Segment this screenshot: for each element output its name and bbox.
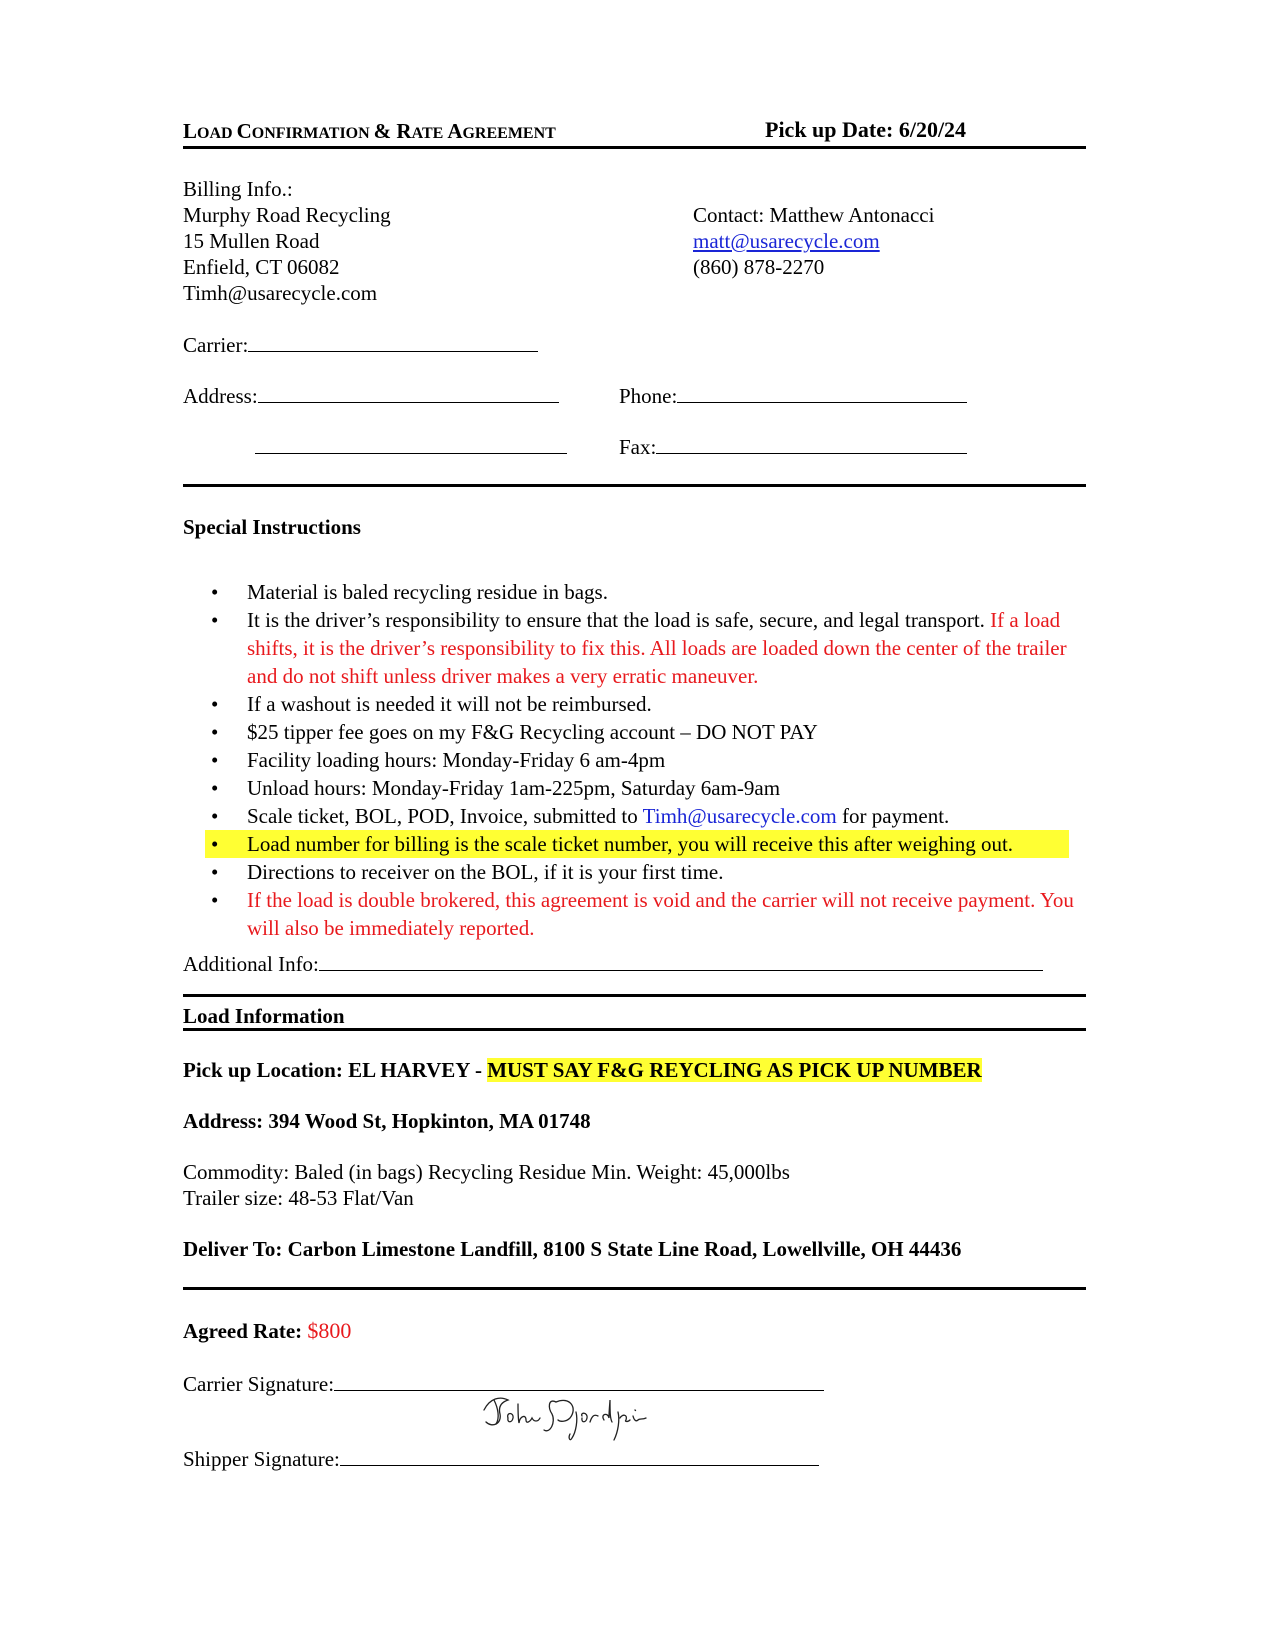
instruction-text: Facility loading hours: Monday-Friday 6 am-4pm [247,748,666,772]
carrier-field[interactable] [183,331,538,358]
instruction-item [209,886,1089,942]
pickup-address: Address: 394 Wood St, Hopkinton, MA 01748 [183,1109,591,1133]
contact-name: Contact: Matthew Antonacci [693,203,935,227]
additional-info-field[interactable] [183,950,1043,977]
instruction-email[interactable]: Timh@usarecycle.com [642,804,837,828]
additional-info-label: Additional Info: [183,952,319,976]
billing-email: Timh@usarecycle.com [183,281,378,305]
pickup-location-label: Pick up Location: EL HARVEY - [183,1058,488,1082]
phone-blank[interactable] [677,382,967,403]
pickup-location [183,1058,982,1083]
agreed-rate-label: Agreed Rate: [183,1319,308,1343]
address-label: Address: [183,384,258,408]
instruction-item [209,690,1089,718]
instruction-item [209,746,1089,774]
instruction-text: Material is baled recycling residue in bags. [247,580,608,604]
instruction-text: It is the driver’s responsibility to ensure that the load is safe, secure, and legal transport. [247,608,991,632]
load-info-top-divider [183,994,1086,997]
address-field[interactable] [183,382,559,409]
shipper-signature-blank[interactable] [340,1445,819,1466]
instruction-text: Scale ticket, BOL, POD, Invoice, submitted to [247,804,643,828]
pickup-date: Pick up Date: 6/20/24 [765,117,967,142]
special-instructions-heading: Special Instructions [183,515,361,539]
fax-label: Fax: [619,435,657,459]
title-segment: R [396,119,412,143]
special-instructions-list [209,578,1089,942]
commodity: Commodity: Baled (in bags) Recycling Residue Min. Weight: 45,000lbs [183,1160,790,1184]
title-segment: OAD [197,125,237,142]
load-info-bottom-divider [183,1028,1086,1031]
address-line2-field[interactable] [255,433,567,460]
contact-email-link[interactable]: matt@usarecycle.com [693,229,880,253]
fax-field[interactable] [619,433,967,460]
document-title [183,119,556,144]
trailer-size: Trailer size: 48-53 Flat/Van [183,1186,414,1210]
instruction-item [205,830,1069,858]
agreed-rate [183,1318,351,1344]
title-segment: & [373,119,397,143]
fax-blank[interactable] [656,433,967,454]
deliver-to: Deliver To: Carbon Limestone Landfill, 8100 S State Line Road, Lowellville, OH 44436 [183,1237,962,1261]
instruction-text: $25 tipper fee goes on my F&G Recycling account – DO NOT PAY [247,720,818,744]
instruction-text: If a load shifts, it is the driver’s responsibility to fix this. All loads are loaded down the center of the trailer and do not shift unless driver makes a very erratic maneuver. [247,608,1067,688]
billing-heading: Billing Info.: [183,177,293,201]
instruction-text: If a washout is needed it will not be reimbursed. [247,692,652,716]
load-info-heading: Load Information [183,1004,345,1028]
title-segment: C [236,119,252,143]
header-divider [183,146,1086,149]
carrier-divider [183,484,1086,487]
address-line2-blank[interactable] [255,433,567,454]
instruction-text: for payment. [836,804,950,828]
pickup-location-note: MUST SAY F&G REYCLING AS PICK UP NUMBER [487,1058,982,1082]
agreed-rate-value: $800 [307,1318,352,1343]
instruction-item [209,858,1089,886]
instruction-item [209,578,1089,606]
title-segment: L [183,119,198,143]
handwritten-signature [478,1390,648,1450]
address-blank[interactable] [258,382,559,403]
carrier-signature-label: Carrier Signature: [183,1372,335,1396]
title-segment: ONFIRMATION [251,125,374,142]
phone-label: Phone: [619,384,678,408]
carrier-label: Carrier: [183,333,249,357]
instruction-item [209,718,1089,746]
additional-info-blank[interactable] [319,950,1043,971]
carrier-signature-image [478,1390,648,1450]
instruction-text: Directions to receiver on the BOL, if it is your first time. [247,860,724,884]
instruction-text: If the load is double brokered, this agreement is void and the carrier will not receive payment. You will also be immediately reported. [247,888,1074,940]
shipper-signature-label: Shipper Signature: [183,1447,340,1471]
instruction-text: Unload hours: Monday-Friday 1am-225pm, Saturday 6am-9am [247,776,781,800]
contact-phone: (860) 878-2270 [693,255,825,279]
title-segment: A [447,119,463,143]
carrier-blank[interactable] [248,331,538,352]
title-segment: GREEMENT [462,125,556,142]
billing-city: Enfield, CT 06082 [183,255,340,279]
title-segment: ATE [411,125,448,142]
phone-field[interactable] [619,382,967,409]
instruction-item [209,606,1089,690]
load-info-end-divider [183,1287,1086,1290]
shipper-signature-field[interactable] [183,1445,819,1472]
billing-company: Murphy Road Recycling [183,203,391,227]
carrier-signature-blank[interactable] [334,1370,824,1391]
billing-street: 15 Mullen Road [183,229,320,253]
instruction-item [209,774,1089,802]
instruction-item [209,802,1089,830]
instruction-text: Load number for billing is the scale ticket number, you will receive this after weighing out. [247,832,1014,856]
